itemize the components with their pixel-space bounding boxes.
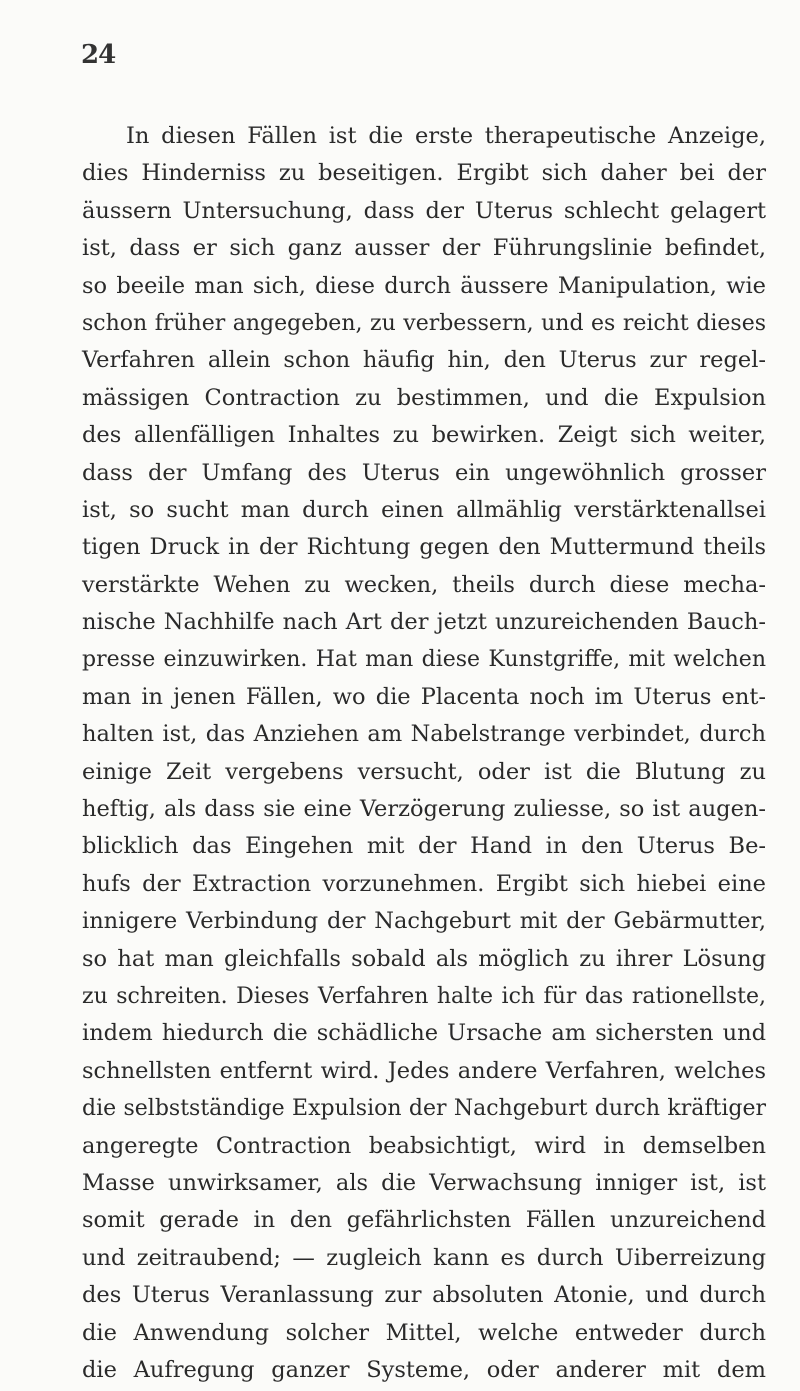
text-line: blicklich das Eingehen mit der Hand in den Uterus Be- — [82, 833, 766, 860]
text-line: zu schreiten. Dieses Verfahren halte ich für das rationellste, — [82, 983, 766, 1009]
text-line: nische Nachhilfe nach Art der jetzt unzureichenden Bauch- — [82, 609, 766, 636]
text-line: Masse unwirksamer, als die Verwachsung inniger ist, ist — [82, 1169, 766, 1196]
page-number: 24 — [81, 40, 116, 70]
text-line: die Anwendung solcher Mittel, welche entweder durch — [82, 1319, 766, 1346]
text-line: schon früher angegeben, zu verbessern, und es reicht dieses — [82, 310, 766, 336]
text-line: äussern Untersuchung, dass der Uterus schlecht gelagert — [82, 197, 766, 224]
text-line: dies Hinderniss zu beseitigen. Ergibt sich daher bei der — [82, 160, 766, 187]
text-line: verstärkte Wehen zu wecken, theils durch diese mecha- — [82, 571, 766, 598]
text-line: einige Zeit vergebens versucht, oder ist die Blutung zu — [82, 758, 766, 785]
text-line: In diesen Fällen ist die erste therapeutische Anzeige, — [126, 123, 766, 149]
text-line: schnellsten entfernt wird. Jedes andere Verfahren, welches — [82, 1057, 766, 1084]
text-line: somit gerade in den gefährlichsten Fällen unzureichend — [82, 1207, 766, 1234]
text-line: innigere Verbindung der Nachgeburt mit der Gebärmutter, — [82, 908, 766, 935]
text-line: man in jenen Fällen, wo die Placenta noch im Uterus ent- — [82, 683, 766, 710]
text-line: angeregte Contraction beabsichtigt, wird in demselben — [82, 1132, 766, 1159]
text-line: des Uterus Veranlassung zur absoluten Atonie, und durch — [82, 1282, 766, 1309]
text-line: ist, dass er sich ganz ausser der Führungslinie befindet, — [82, 235, 766, 262]
text-line: ist, so sucht man durch einen allmählig verstärktenallsei — [82, 496, 766, 523]
text-line: indem hiedurch die schädliche Ursache am sichersten und — [82, 1020, 766, 1047]
text-line: so hat man gleichfalls sobald als möglich zu ihrer Lösung — [82, 945, 766, 972]
body-text — [82, 118, 766, 1389]
text-line: die selbstständige Expulsion der Nachgeburt durch kräftiger — [82, 1096, 766, 1122]
text-line: dass der Umfang des Uterus ein ungewöhnlich grosser — [82, 459, 766, 486]
text-line: heftig, als dass sie eine Verzögerung zuliesse, so ist augen- — [82, 796, 766, 823]
text-line: des allenfälligen Inhaltes zu bewirken. Zeigt sich weiter, — [82, 422, 766, 449]
text-line: die Aufregung ganzer Systeme, oder anderer mit dem — [82, 1356, 766, 1383]
text-line: und zeitraubend; — zugleich kann es durch Uiberreizung — [82, 1244, 766, 1271]
text-line: so beeile man sich, diese durch äussere Manipulation, wie — [82, 272, 766, 299]
text-line: halten ist, das Anziehen am Nabelstrange verbindet, durch — [82, 721, 766, 748]
text-line: hufs der Extraction vorzunehmen. Ergibt sich hiebei eine — [82, 870, 766, 897]
text-line: mässigen Contraction zu bestimmen, und die Expulsion — [82, 384, 766, 411]
text-line: presse einzuwirken. Hat man diese Kunstgriffe, mit welchen — [82, 647, 766, 673]
text-line: Verfahren allein schon häufig hin, den Uterus zur regel- — [82, 347, 766, 374]
text-line: tigen Druck in der Richtung gegen den Muttermund theils — [82, 534, 766, 561]
